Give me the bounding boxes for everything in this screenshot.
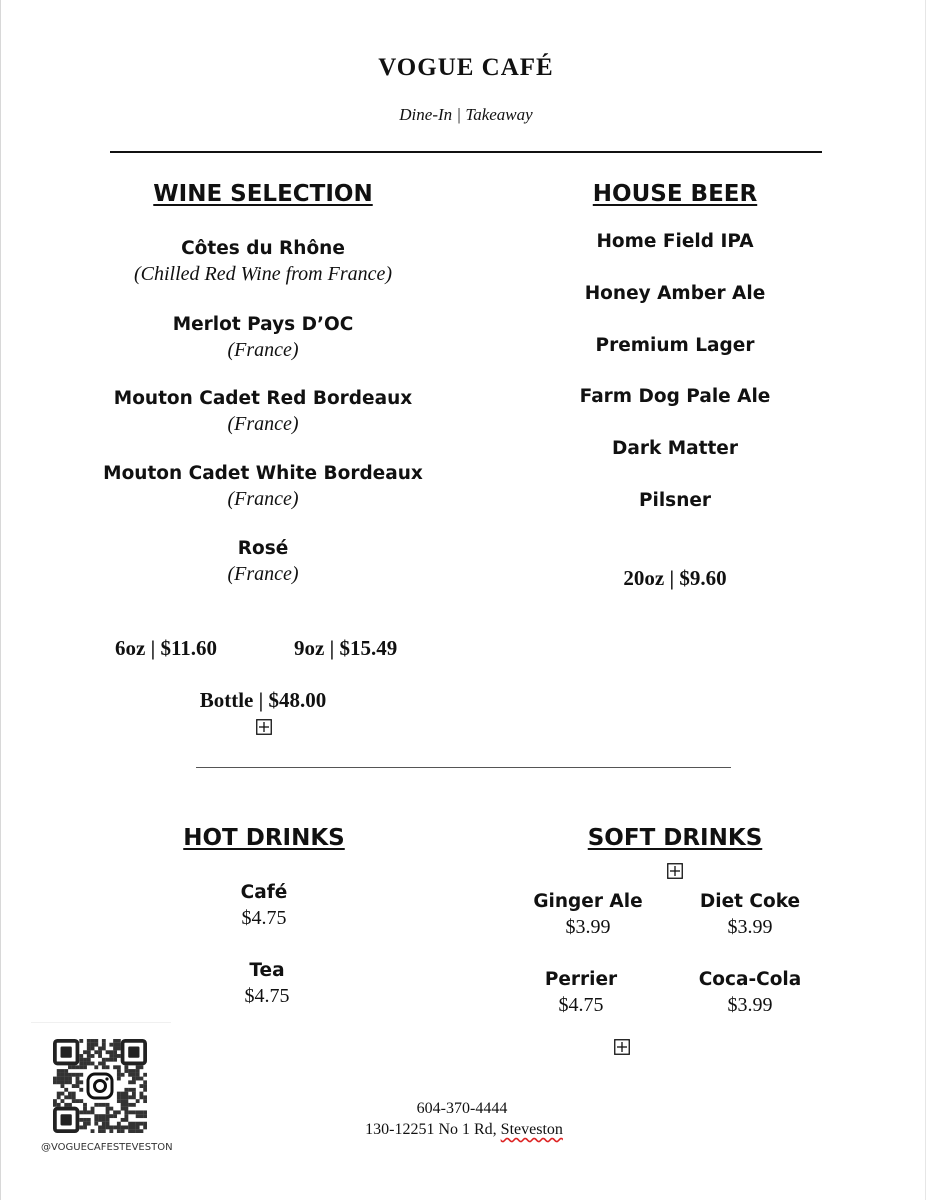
instagram-handle: @VOGUECAFESTEVESTON bbox=[41, 1142, 173, 1153]
beer-item: Dark Matter bbox=[612, 438, 738, 459]
wine-name: Mouton Cadet Red Bordeaux bbox=[113, 388, 413, 409]
qr-card-edge bbox=[31, 1022, 171, 1023]
instagram-icon bbox=[85, 1071, 115, 1101]
wine-price-9oz: 9oz | $15.49 bbox=[294, 636, 398, 660]
instagram-qr-code-icon[interactable] bbox=[53, 1039, 147, 1133]
soft-drink-price: $3.99 bbox=[727, 916, 773, 938]
plus-square-icon bbox=[667, 863, 683, 879]
header-divider bbox=[110, 151, 822, 153]
wine-item bbox=[63, 386, 463, 436]
phone-number: 604-370-4444 bbox=[416, 1100, 508, 1117]
hot-drink-price: $4.75 bbox=[244, 985, 290, 1007]
wine-item bbox=[63, 312, 463, 362]
wine-note: (France) bbox=[227, 488, 299, 510]
soft-drink-price: $4.75 bbox=[558, 994, 604, 1016]
wine-heading: WINE SELECTION bbox=[153, 181, 373, 207]
wine-name: Côtes du Rhône bbox=[181, 238, 345, 259]
beer-item: Pilsner bbox=[638, 490, 712, 511]
hot-drinks-heading: HOT DRINKS bbox=[183, 825, 345, 851]
beer-item: Farm Dog Pale Ale bbox=[579, 386, 771, 407]
hot-drink-name: Tea bbox=[249, 960, 285, 981]
plus-square-icon bbox=[256, 719, 272, 735]
beer-heading: HOUSE BEER bbox=[592, 181, 758, 207]
wine-price-bottle: Bottle | $48.00 bbox=[199, 688, 327, 712]
soft-drink-item bbox=[501, 967, 661, 1017]
soft-drink-item bbox=[670, 889, 830, 939]
hot-drink-price: $4.75 bbox=[241, 907, 287, 929]
address bbox=[299, 1119, 629, 1140]
hot-drink-name: Café bbox=[240, 882, 288, 903]
wine-name: Mouton Cadet White Bordeaux bbox=[103, 463, 423, 484]
page-title: VOGUE CAFÉ bbox=[378, 54, 554, 81]
beer-item: Premium Lager bbox=[595, 335, 755, 356]
hot-drink-item bbox=[117, 958, 417, 1008]
wine-name: Merlot Pays D’OC bbox=[172, 314, 354, 335]
soft-drinks-heading: SOFT DRINKS bbox=[587, 825, 763, 851]
page-edge-left bbox=[0, 0, 1, 1200]
wine-name: Rosé bbox=[237, 538, 289, 559]
soft-drink-item bbox=[670, 967, 830, 1017]
soft-drink-price: $3.99 bbox=[565, 916, 611, 938]
wine-note: (France) bbox=[227, 563, 299, 585]
address-street: 130-12251 No 1 Rd, bbox=[365, 1121, 501, 1138]
page-subtitle: Dine-In | Takeaway bbox=[399, 105, 533, 124]
soft-drink-item bbox=[508, 889, 668, 939]
plus-square-icon bbox=[614, 1039, 630, 1055]
wine-note: (France) bbox=[227, 339, 299, 361]
soft-drink-name: Diet Coke bbox=[699, 891, 801, 912]
wine-item bbox=[63, 536, 463, 586]
wine-item bbox=[63, 461, 463, 511]
soft-drink-name: Coca-Cola bbox=[698, 969, 802, 990]
soft-drink-name: Perrier bbox=[544, 969, 618, 990]
section-divider bbox=[196, 767, 731, 768]
wine-price-6oz: 6oz | $11.60 bbox=[115, 636, 218, 660]
wine-note: (France) bbox=[227, 413, 299, 435]
beer-price: 20oz | $9.60 bbox=[623, 566, 727, 590]
soft-drink-price: $3.99 bbox=[727, 994, 773, 1016]
address-city: Steveston bbox=[500, 1121, 563, 1138]
beer-item: Honey Amber Ale bbox=[584, 283, 766, 304]
hot-drink-item bbox=[114, 880, 414, 930]
wine-item bbox=[63, 236, 463, 286]
beer-item: Home Field IPA bbox=[596, 231, 754, 252]
soft-drink-name: Ginger Ale bbox=[533, 891, 643, 912]
wine-note: (Chilled Red Wine from France) bbox=[133, 263, 393, 285]
